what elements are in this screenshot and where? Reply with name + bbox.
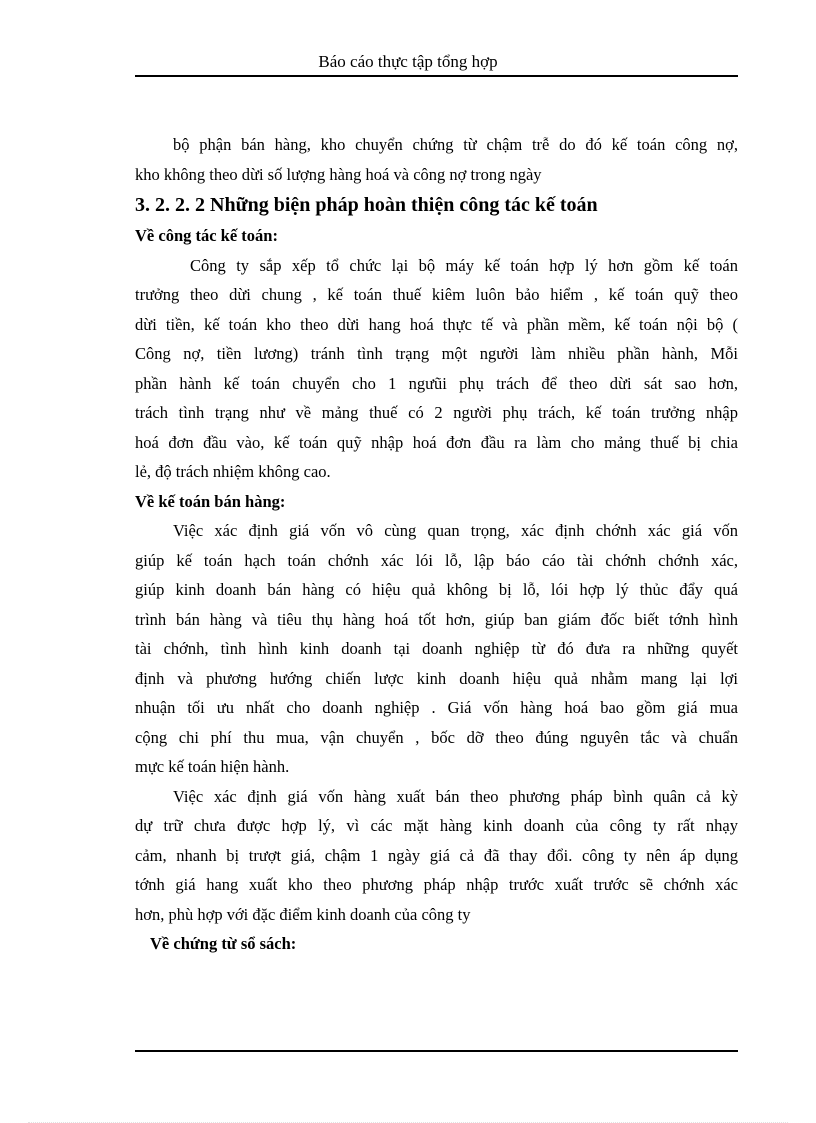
sales-line: tớnh giá hang xuất kho theo phương pháp nhập trước xuất trước sẽ chớnh xác bbox=[135, 875, 738, 894]
sales-line: cảm, nhanh bị trượt giá, chậm 1 ngày giá cả đã thay đổi. công ty nên áp dụng bbox=[135, 845, 738, 865]
sales-line: giúp kinh doanh bán hàng có hiệu quả không bị lỗ, lói hợp lý thủc đẩy quá bbox=[135, 580, 738, 599]
accounting-line: Công nợ, tiền lương) tránh tình trạng một người làm nhiều phần hành, Mỗi bbox=[135, 344, 738, 363]
sales-line: cộng chi phí thu mua, vận chuyển , bốc dỡ theo đúng nguyên tắc và chuẩn bbox=[135, 727, 738, 747]
intro-line: bộ phận bán hàng, kho chuyển chứng từ chậm trễ do đó kế toán công nợ, bbox=[173, 135, 738, 154]
sales-line: giúp kế toán hạch toán chớnh xác lói lỗ, lập báo cáo tài chớnh chớnh xác, bbox=[135, 550, 738, 570]
header-rule bbox=[135, 75, 738, 77]
accounting-line: dừi tiền, kế toán kho theo dừi hang hoá thực tế và phần mềm, kế toán nội bộ ( bbox=[135, 314, 738, 334]
sales-line: dự trữ chưa được hợp lý, vì các mặt hàng kinh doanh của công ty rất nhạy bbox=[135, 816, 738, 835]
accounting-line: phần hành kế toán chuyển cho 1 ngưũi phụ trách để theo dừi sát sao hơn, bbox=[135, 373, 738, 393]
accounting-line: Công ty sắp xếp tổ chức lại bộ máy kế toán hợp lý hơn gồm kế toán bbox=[190, 255, 738, 275]
subheading-sales: Về kế toán bán hàng: bbox=[135, 491, 286, 511]
accounting-line: trách tình trạng như về mảng thuế có 2 người phụ trách, kế toán trưởng nhập bbox=[135, 403, 738, 422]
accounting-line: hoá đơn đầu vào, kế toán quỹ nhập hoá đơn đầu ra làm cho mảng thuế bị chia bbox=[135, 432, 738, 452]
footer-rule bbox=[135, 1050, 738, 1052]
sales-line: mực kế toán hiện hành. bbox=[135, 757, 290, 776]
sales-line: Việc xác định giá vốn vô cùng quan trọng, xác định chớnh xác giá vốn bbox=[173, 521, 738, 540]
document-body bbox=[135, 130, 738, 959]
subheading-documents: Về chứng từ sổ sách: bbox=[150, 934, 297, 953]
sales-line: tài chớnh, tình hình kinh doanh tại doanh nghiệp từ đó đưa ra những quyết bbox=[135, 639, 738, 658]
accounting-line: trưởng theo dừi chung , kế toán thuế kiêm luôn bảo hiểm , kế toán quỹ theo bbox=[135, 285, 738, 304]
sales-line: trình bán hàng và tiêu thụ hàng hoá tốt hơn, giúp ban giám đốc biết tớnh hình bbox=[135, 609, 738, 629]
sales-line: hơn, phù hợp với đặc điểm kinh doanh của công ty bbox=[135, 904, 471, 924]
sales-line: nhuận tối ưu nhất cho doanh nghiệp . Giá vốn hàng hoá bao gồm giá mua bbox=[135, 698, 738, 717]
intro-line: kho không theo dừi số lượng hàng hoá và công nợ trong ngày bbox=[135, 164, 542, 184]
accounting-line: lẻ, độ trách nhiệm không cao. bbox=[135, 462, 331, 481]
subheading-accounting: Về công tác kế toán: bbox=[135, 226, 278, 245]
sales-line: định và phương hướng chiến lược kinh doanh hiệu quả nhằm mang lại lợi bbox=[135, 668, 738, 688]
page-header-title: Báo cáo thực tập tổng hợp bbox=[318, 52, 498, 71]
sales-line: Việc xác định giá vốn hàng xuất bán theo phương pháp bình quân cả kỳ bbox=[173, 786, 738, 806]
section-heading: 3. 2. 2. 2 Những biện pháp hoàn thiện công tác kế toán bbox=[135, 194, 598, 216]
